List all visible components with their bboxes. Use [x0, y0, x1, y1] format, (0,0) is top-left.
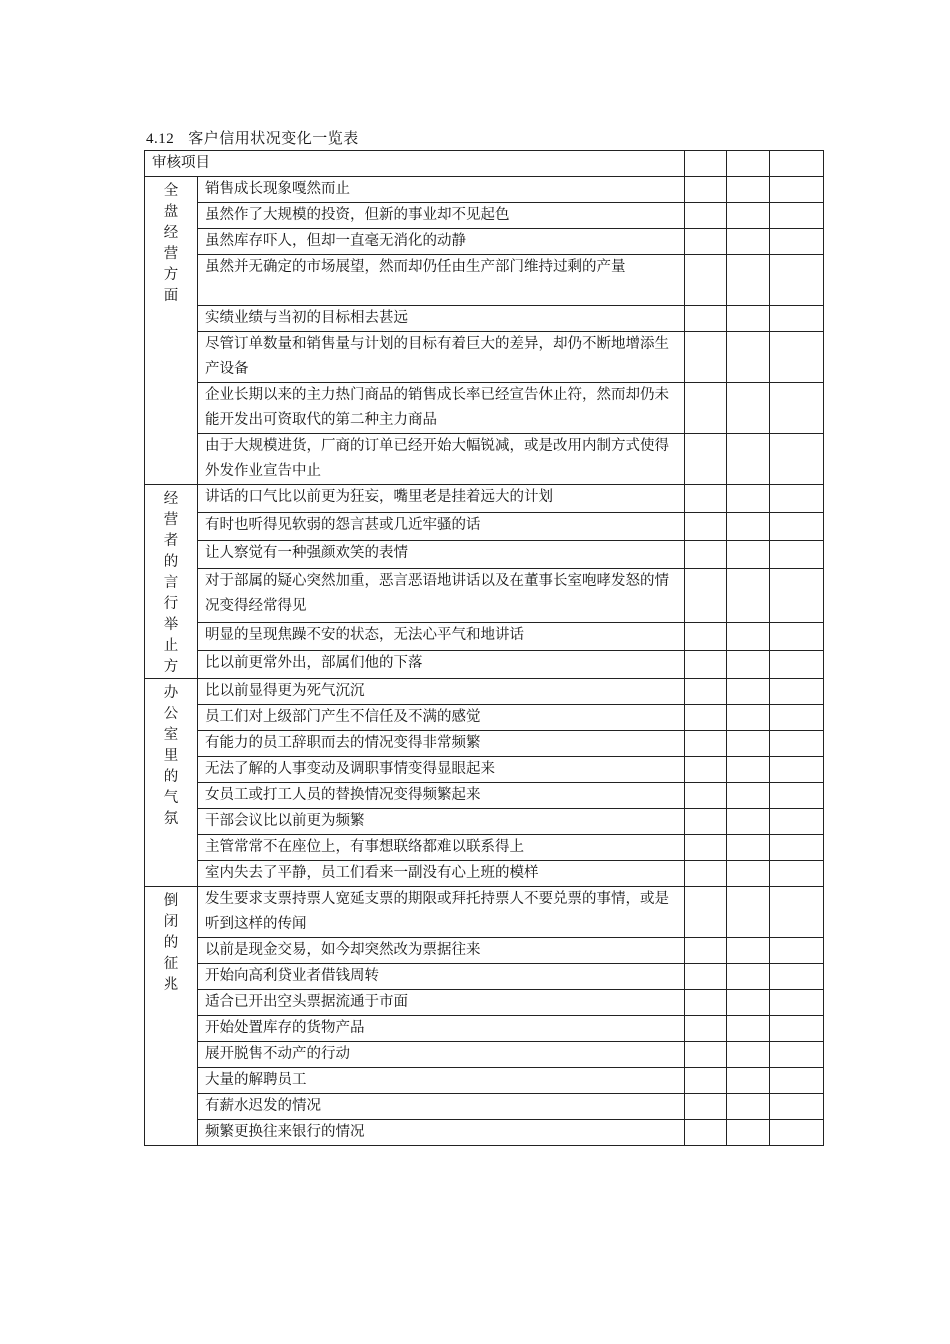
credit-status-table: [144, 150, 824, 1146]
check-cell[interactable]: [685, 255, 727, 306]
check-cell[interactable]: [685, 1094, 727, 1120]
table-row: [145, 540, 824, 568]
check-cell[interactable]: [770, 255, 824, 306]
check-cell[interactable]: [685, 783, 727, 809]
table-row: [145, 861, 824, 887]
check-cell[interactable]: [770, 887, 824, 938]
check-cell[interactable]: [770, 938, 824, 964]
item-text: 由于大规模进货，厂商的订单已经开始大幅锐减，或是改用内制方式使得外发作业宣告中止: [198, 434, 685, 485]
check-cell[interactable]: [727, 964, 770, 990]
check-cell[interactable]: [727, 679, 770, 705]
item-text: 虽然并无确定的市场展望，然而却仍任由生产部门维持过剩的产量: [198, 255, 685, 306]
check-cell[interactable]: [770, 203, 824, 229]
item-text: 室内失去了平静，员工们看来一副没有心上班的模样: [198, 861, 685, 887]
check-cell[interactable]: [770, 434, 824, 485]
check-cell[interactable]: [685, 177, 727, 203]
table-row: [145, 783, 824, 809]
check-cell[interactable]: [727, 757, 770, 783]
item-text: 开始处置库存的货物产品: [198, 1016, 685, 1042]
table-row: [145, 835, 824, 861]
check-cell[interactable]: [685, 568, 727, 623]
item-text: 有时也听得见软弱的怨言甚或几近牢骚的话: [198, 512, 685, 540]
check-cell[interactable]: [685, 434, 727, 485]
check-cell[interactable]: [727, 938, 770, 964]
table-row: [145, 705, 824, 731]
item-text: 以前是现金交易，如今却突然改为票据往来: [198, 938, 685, 964]
check-cell[interactable]: [727, 255, 770, 306]
check-cell[interactable]: [685, 540, 727, 568]
check-cell[interactable]: [770, 1120, 824, 1146]
check-cell[interactable]: [727, 540, 770, 568]
check-cell[interactable]: [685, 679, 727, 705]
check-cell[interactable]: [727, 835, 770, 861]
check-cell[interactable]: [685, 757, 727, 783]
section-label: 倒闭的征兆: [145, 887, 198, 1146]
check-cell[interactable]: [685, 383, 727, 434]
check-cell[interactable]: [770, 332, 824, 383]
check-cell[interactable]: [727, 651, 770, 679]
section-label: 办公室里的气氛: [145, 679, 198, 887]
check-cell[interactable]: [685, 938, 727, 964]
check-cell[interactable]: [727, 1068, 770, 1094]
check-cell[interactable]: [727, 151, 770, 177]
check-cell[interactable]: [770, 512, 824, 540]
check-cell[interactable]: [770, 623, 824, 651]
check-cell[interactable]: [685, 623, 727, 651]
check-cell[interactable]: [685, 705, 727, 731]
check-cell[interactable]: [727, 383, 770, 434]
table-row: [145, 1016, 824, 1042]
table-row: [145, 229, 824, 255]
check-cell[interactable]: [685, 512, 727, 540]
check-cell[interactable]: [727, 568, 770, 623]
check-cell[interactable]: [770, 809, 824, 835]
check-cell[interactable]: [727, 434, 770, 485]
check-cell[interactable]: [685, 151, 727, 177]
title-text: 客户信用状况变化一览表: [188, 129, 359, 147]
check-cell[interactable]: [685, 1042, 727, 1068]
table-row: [145, 679, 824, 705]
check-cell[interactable]: [685, 306, 727, 332]
table-row: [145, 731, 824, 757]
table-row: [145, 306, 824, 332]
check-cell[interactable]: [727, 485, 770, 513]
table-row: [145, 757, 824, 783]
table-row: [145, 887, 824, 938]
check-cell[interactable]: [685, 990, 727, 1016]
check-cell[interactable]: [770, 485, 824, 513]
item-text: 企业长期以来的主力热门商品的销售成长率已经宣告休止符，然而却仍未能开发出可资取代的第二种主力商品: [198, 383, 685, 434]
item-text: 虽然作了大规模的投资，但新的事业却不见起色: [198, 203, 685, 229]
table-row: [145, 332, 824, 383]
check-cell[interactable]: [727, 229, 770, 255]
item-text: 大量的解聘员工: [198, 1068, 685, 1094]
table-row: [145, 809, 824, 835]
check-cell[interactable]: [685, 203, 727, 229]
item-text: 开始向高利贷业者借钱周转: [198, 964, 685, 990]
item-text: 无法了解的人事变动及调职事情变得显眼起来: [198, 757, 685, 783]
item-text: 明显的呈现焦躁不安的状态，无法心平气和地讲话: [198, 623, 685, 651]
check-cell[interactable]: [770, 990, 824, 1016]
item-text: 展开脱售不动产的行动: [198, 1042, 685, 1068]
check-cell[interactable]: [770, 151, 824, 177]
item-text: 对于部属的疑心突然加重，恶言恶语地讲话以及在董事长室咆哮发怒的情况变得经常得见: [198, 568, 685, 623]
check-cell[interactable]: [770, 705, 824, 731]
check-cell[interactable]: [770, 964, 824, 990]
table-row: [145, 990, 824, 1016]
item-text: 员工们对上级部门产生不信任及不满的感觉: [198, 705, 685, 731]
table-header-row: [145, 151, 824, 177]
check-cell[interactable]: [770, 568, 824, 623]
check-cell[interactable]: [685, 887, 727, 938]
table-row: [145, 1068, 824, 1094]
check-cell[interactable]: [727, 705, 770, 731]
check-cell[interactable]: [727, 203, 770, 229]
table-row: [145, 623, 824, 651]
table-row: [145, 964, 824, 990]
check-cell[interactable]: [770, 731, 824, 757]
check-cell[interactable]: [727, 623, 770, 651]
section-label: 经营者的言行举止方: [145, 485, 198, 679]
item-text: 有能力的员工辞职而去的情况变得非常频繁: [198, 731, 685, 757]
header-label: 审核项目: [145, 151, 685, 177]
check-cell[interactable]: [685, 1120, 727, 1146]
check-cell[interactable]: [770, 306, 824, 332]
item-text: 发生要求支票持票人宽延支票的期限或拜托持票人不要兑票的事情，或是听到这样的传闻: [198, 887, 685, 938]
check-cell[interactable]: [685, 1068, 727, 1094]
item-text: 主管常常不在座位上，有事想联络都难以联系得上: [198, 835, 685, 861]
check-cell[interactable]: [727, 512, 770, 540]
table-row: [145, 568, 824, 623]
check-cell[interactable]: [685, 332, 727, 383]
check-cell[interactable]: [770, 679, 824, 705]
check-cell[interactable]: [727, 1094, 770, 1120]
check-cell[interactable]: [685, 229, 727, 255]
check-cell[interactable]: [685, 731, 727, 757]
item-text: 比以前更常外出，部属们他的下落: [198, 651, 685, 679]
check-cell[interactable]: [770, 1094, 824, 1120]
item-text: 女员工或打工人员的替换情况变得频繁起来: [198, 783, 685, 809]
item-text: 频繁更换往来银行的情况: [198, 1120, 685, 1146]
check-cell[interactable]: [770, 383, 824, 434]
check-cell[interactable]: [770, 835, 824, 861]
check-cell[interactable]: [685, 1016, 727, 1042]
table-row: [145, 255, 824, 306]
check-cell[interactable]: [770, 229, 824, 255]
check-cell[interactable]: [770, 177, 824, 203]
table-row: [145, 383, 824, 434]
table-row: [145, 485, 824, 513]
check-cell[interactable]: [727, 887, 770, 938]
check-cell[interactable]: [727, 861, 770, 887]
item-text: 有薪水迟发的情况: [198, 1094, 685, 1120]
item-text: 实绩业绩与当初的目标相去甚远: [198, 306, 685, 332]
item-text: 让人察觉有一种强颜欢笑的表情: [198, 540, 685, 568]
check-cell[interactable]: [727, 332, 770, 383]
check-cell[interactable]: [685, 651, 727, 679]
item-text: 销售成长现象嘎然而止: [198, 177, 685, 203]
check-cell[interactable]: [727, 731, 770, 757]
check-cell[interactable]: [685, 861, 727, 887]
section-label: 全盘经营方面: [145, 177, 198, 485]
check-cell[interactable]: [685, 964, 727, 990]
check-cell[interactable]: [727, 990, 770, 1016]
table-row: [145, 177, 824, 203]
table-row: [145, 1042, 824, 1068]
item-text: 适合已开出空头票据流通于市面: [198, 990, 685, 1016]
check-cell[interactable]: [770, 1042, 824, 1068]
check-cell[interactable]: [770, 540, 824, 568]
item-text: 比以前显得更为死气沉沉: [198, 679, 685, 705]
check-cell[interactable]: [727, 1120, 770, 1146]
item-text: 讲话的口气比以前更为狂妄，嘴里老是挂着远大的计划: [198, 485, 685, 513]
table-row: [145, 1094, 824, 1120]
table-row: [145, 938, 824, 964]
check-cell[interactable]: [770, 861, 824, 887]
table-row: [145, 651, 824, 679]
document-title: [146, 127, 359, 148]
item-text: 干部会议比以前更为频繁: [198, 809, 685, 835]
check-cell[interactable]: [727, 177, 770, 203]
check-cell[interactable]: [727, 809, 770, 835]
table-row: [145, 203, 824, 229]
check-cell[interactable]: [685, 485, 727, 513]
table-row: [145, 1120, 824, 1146]
table-row: [145, 434, 824, 485]
check-cell[interactable]: [727, 1016, 770, 1042]
check-cell[interactable]: [727, 306, 770, 332]
check-cell[interactable]: [770, 651, 824, 679]
check-cell[interactable]: [727, 783, 770, 809]
item-text: 尽管订单数量和销售量与计划的目标有着巨大的差异，却仍不断地增添生产设备: [198, 332, 685, 383]
check-cell[interactable]: [770, 757, 824, 783]
check-cell[interactable]: [727, 1042, 770, 1068]
check-cell[interactable]: [770, 1068, 824, 1094]
table-row: [145, 512, 824, 540]
check-cell[interactable]: [685, 835, 727, 861]
title-number: 4.12: [146, 131, 175, 147]
item-text: 虽然库存吓人，但却一直毫无消化的动静: [198, 229, 685, 255]
check-cell[interactable]: [770, 783, 824, 809]
check-cell[interactable]: [770, 1016, 824, 1042]
check-cell[interactable]: [685, 809, 727, 835]
